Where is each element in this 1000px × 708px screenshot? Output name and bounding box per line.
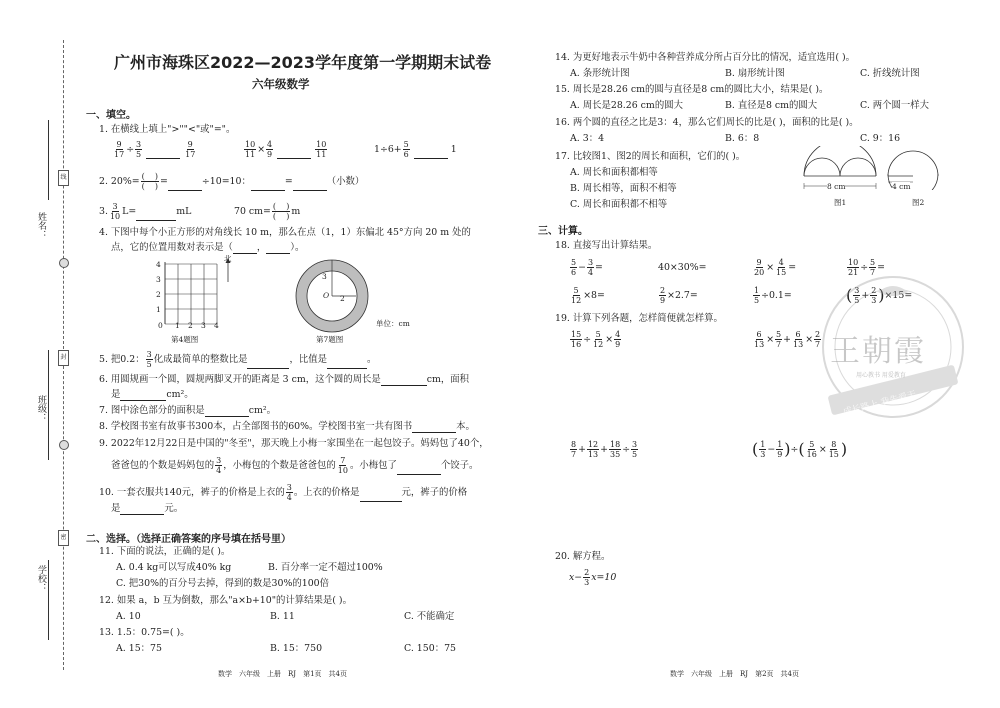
- grid-y-tick-2: 2: [156, 290, 161, 299]
- q3: 3. $\frac{3}{10}$ L= mL: [99, 202, 192, 221]
- q14-option-b: B. 扇形统计图: [725, 68, 785, 79]
- footer-left: 数学 六年级 上册 RJ 第1页 共4页: [218, 670, 347, 678]
- q20-stem: 20. 解方程。: [555, 551, 611, 562]
- q16-stem: 16. 两个圆的直径之比是3：4，那么它们周长的比是( )，面积的比是( )。: [555, 117, 859, 128]
- q14-stem: 14. 为更好地表示牛奶中各种营养成分所占百分比的情况，适宜选用( )。: [555, 52, 856, 63]
- fig1-caption: 图1: [834, 198, 847, 207]
- q17-stem: 17. 比较图1、图2的周长和面积，它们的( )。: [555, 151, 746, 162]
- q18-item-7: $\frac{1}{5}$ ÷0.1=: [754, 286, 792, 305]
- grid-y-tick-4: 4: [156, 260, 161, 269]
- q14-option-c: C. 折线统计图: [860, 68, 920, 79]
- grid-x-tick-2: 2: [188, 321, 193, 330]
- q11-option-a: A. 0.4 kg可以写成40% kg: [116, 562, 232, 573]
- q19-stem: 19. 计算下列各题，怎样简便就怎样算。: [555, 313, 723, 324]
- q12-option-b: B. 11: [270, 611, 295, 622]
- fig2-caption: 图2: [912, 198, 925, 207]
- q1-stem: 1. 在横线上填上">""<"或"="。: [99, 124, 236, 135]
- q17-option-c: C. 周长和面积都不相等: [570, 199, 668, 210]
- q6-line2: 是 cm²。: [111, 389, 194, 400]
- q3-part2: 70 cm= ( ) ( ) m: [234, 202, 301, 221]
- q1-expr-1: $\frac{9}{17}$ ÷ $\frac{3}{5}$ $\frac{9}{17}$: [114, 140, 196, 159]
- q11-stem: 11. 下面的说法，正确的是( )。: [99, 546, 231, 557]
- q1-expr-3: 1÷6+ $\frac{5}{6}$ 1: [374, 140, 457, 159]
- q18-stem: 18. 直接写出计算结果。: [555, 240, 658, 251]
- fig1-length: 8 cm: [827, 182, 846, 191]
- binding-hole-1: [59, 258, 69, 268]
- q19-item-2: $\frac{6}{13}$ × $\frac{5}{7}$ + $\frac{6}{13}$ × $\frac{2}{7}$: [754, 330, 821, 349]
- q15-option-b: B. 直径是8 cm的圆大: [725, 100, 818, 111]
- watermark-tagline: 成长路上 我先爱天: [842, 390, 918, 418]
- q18-item-5: $\frac{5}{12}$ ×8=: [571, 286, 605, 305]
- q20-equation: x− $\frac{2}{3}$ x=10: [569, 568, 617, 587]
- q14-option-a: A. 条形统计图: [570, 68, 630, 79]
- q4-line1: 4. 下图中每个小正方形的对角线长 10 m，那么在点（1，1）东偏北 45°方向 20 m 处的: [99, 227, 471, 238]
- q4-caption: 第4题图: [171, 335, 199, 344]
- q18-item-3: $\frac{9}{20}$ × $\frac{4}{15}$ =: [754, 258, 797, 277]
- q15-stem: 15. 周长是28.26 cm的圆与直径是8 cm的圆比大小，结果是( )。: [555, 84, 829, 95]
- binding-hole-2: [59, 440, 69, 450]
- section1-heading: 一、填空。: [86, 110, 136, 121]
- exam-title: 广州市海珠区2022—2023学年度第一学期期末试卷: [114, 53, 492, 72]
- q18-item-2: 40×30%=: [658, 262, 707, 273]
- seal-box-3: 密: [58, 530, 69, 546]
- q2: 2. 20%= ( ) ( ) = ÷10=10： = （小数）: [99, 172, 365, 191]
- q6-line1: 6. 用圆规画一个圆，圆规两脚叉开的距离是 3 cm，这个圆的周长是 cm，面积: [99, 374, 470, 385]
- q1-expr-2: $\frac{10}{11}$ × $\frac{4}{9}$ $\frac{10}{11}$: [245, 140, 327, 159]
- q12-stem: 12. 如果 a，b 互为倒数，那么"a×b+10"的计算结果是( )。: [99, 595, 352, 606]
- grid-north: 北: [224, 254, 232, 263]
- q11-option-c: C. 把30%的百分号去掉，得到的数是30%的100倍: [116, 578, 329, 589]
- q18-item-1: $\frac{5}{6}$ − $\frac{3}{4}$ =: [571, 258, 603, 277]
- q9-line1: 9. 2022年12月22日是中国的"冬至"，那天晚上小梅一家围坐在一起包饺子。妈妈包了40个，: [99, 438, 489, 449]
- grid-x-tick-1: 1: [175, 321, 180, 330]
- school-label: 学校：: [36, 565, 46, 592]
- q16-option-b: B. 6：8: [725, 133, 760, 144]
- q12-option-c: C. 不能确定: [404, 611, 455, 622]
- seal-box-2: 封: [58, 350, 69, 366]
- q16-option-c: C. 9：16: [860, 133, 901, 144]
- grid-y-tick-3: 3: [156, 275, 161, 284]
- q18-item-8: ( $\frac{3}{5}$ + $\frac{2}{3}$ )×15=: [846, 285, 913, 305]
- q19-item-4: ( $\frac{1}{3}$ − $\frac{1}{9}$ )÷( $\frac{5}{16}$ × $\frac{8}{15}$ ): [752, 439, 848, 459]
- name-label: 姓名：: [36, 212, 46, 239]
- q11-option-b: B. 百分率一定不超过100%: [268, 562, 383, 573]
- section2-heading: 二、选择。（选择正确答案的序号填在括号里）: [86, 534, 291, 545]
- q12-option-a: A. 10: [116, 611, 141, 622]
- q10-line1: 10. 一套衣服共140元，裤子的价格是上衣的 $\frac{3}{4}$ 。上衣的价格是 元，裤子的价格: [99, 483, 468, 502]
- q17-option-a: A. 周长和面积都相等: [570, 167, 658, 178]
- q7: 7. 图中涂色部分的面积是 cm²。: [99, 405, 276, 416]
- q4-line2: 点，它的位置用数对表示是（ ， ）。: [111, 242, 305, 253]
- seal-box-1: 线: [58, 170, 69, 186]
- q13-option-c: C. 150：75: [404, 643, 456, 654]
- watermark-small: 用心教书 用爱教育: [856, 372, 906, 379]
- fig2-length: 4 cm: [892, 182, 911, 191]
- binding-line-mid: [48, 350, 49, 460]
- grid-y-tick-1: 1: [156, 305, 161, 314]
- q10-line2: 是 元。: [111, 503, 184, 514]
- q7-ring-figure: [292, 256, 372, 336]
- grid-origin: 0: [158, 321, 163, 330]
- exam-subtitle: 六年级数学: [252, 77, 310, 91]
- q9-line2: 爸爸包的个数是妈妈包的 $\frac{3}{4}$ ，小梅包的个数是爸爸包的 $\frac{7}{10}$ 。小梅包了 个饺子。: [111, 456, 479, 475]
- q13-option-b: B. 15：750: [270, 643, 323, 654]
- q16-option-a: A. 3：4: [570, 133, 605, 144]
- q18-item-4: $\frac{10}{21}$ ÷ $\frac{5}{7}$ =: [848, 258, 885, 277]
- q15-option-c: C. 两个圆一样大: [860, 100, 930, 111]
- unit-note: 单位：cm: [376, 319, 410, 328]
- grid-x-tick-3: 3: [201, 321, 206, 330]
- q18-item-6: $\frac{2}{9}$ ×2.7=: [660, 286, 698, 305]
- q19-item-1: $\frac{15}{16}$ ÷ $\frac{5}{12}$ × $\frac{4}{9}$: [571, 330, 621, 349]
- watermark-name: 王朝霞: [830, 334, 926, 369]
- q8: 8. 学校图书室有故事书300本，占全部图书的60%。学校图书室一共有图书 本。: [99, 421, 475, 432]
- ring-label-o: O: [323, 291, 330, 300]
- q17-option-b: B. 周长相等，面积不相等: [570, 183, 677, 194]
- binding-line-top: [48, 120, 49, 200]
- section3-heading: 三、计算。: [538, 226, 588, 237]
- binding-line-bot: [48, 560, 49, 640]
- ring-label-3: 3: [322, 272, 327, 281]
- q13-option-a: A. 15：75: [116, 643, 162, 654]
- q13-stem: 13. 1.5：0.75=( )。: [99, 627, 190, 638]
- ring-label-2: 2: [340, 294, 345, 303]
- q7-caption: 第7题图: [316, 335, 344, 344]
- q19-item-3: $\frac{8}{7}$ + $\frac{12}{13}$ + $\frac{18}{35}$ ÷ $\frac{3}{5}$: [571, 440, 638, 459]
- class-label: 班级：: [36, 395, 46, 422]
- footer-right: 数学 六年级 上册 RJ 第2页 共4页: [670, 670, 799, 678]
- q5: 5. 把0.2： $\frac{3}{5}$ 化成最简单的整数比是 ，比值是 。: [99, 350, 377, 369]
- q15-option-a: A. 周长是28.26 cm的圆大: [570, 100, 683, 111]
- grid-x-tick-4: 4: [214, 321, 219, 330]
